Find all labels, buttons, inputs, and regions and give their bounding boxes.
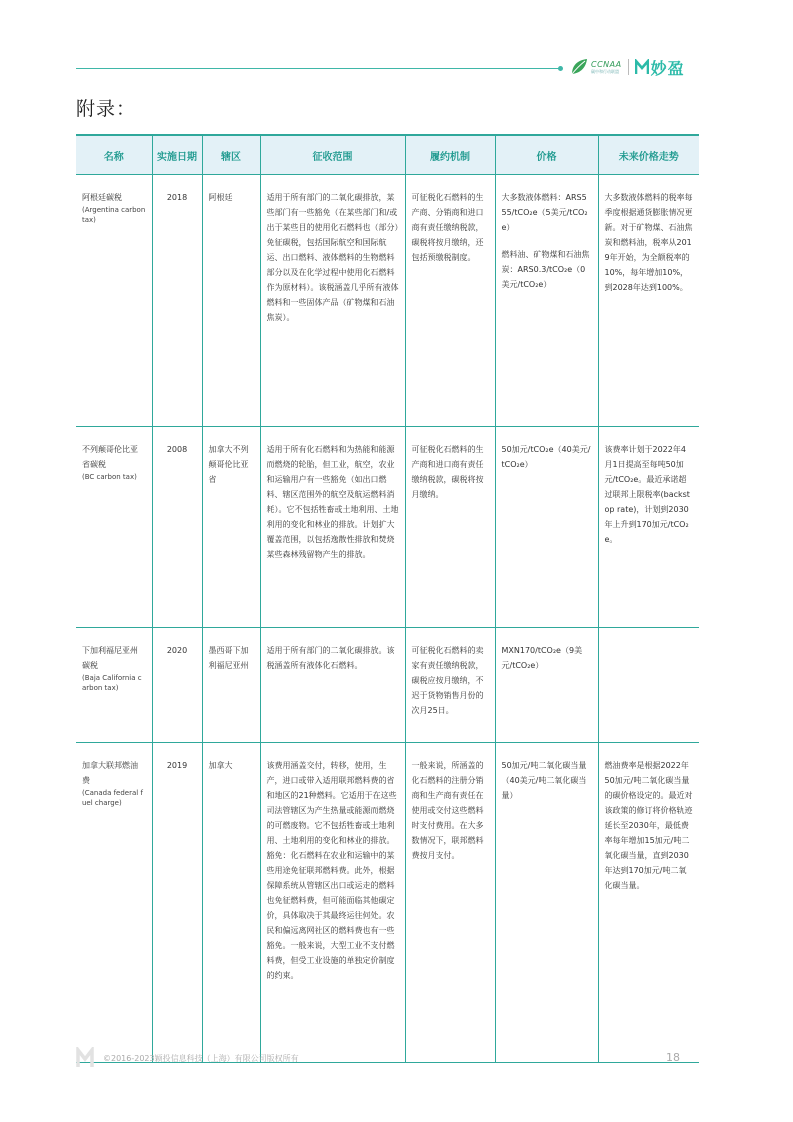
footer-copyright: ©2016-2023颖投信息科技（上海）有限公司版权所有 <box>103 1054 299 1063</box>
table-row <box>76 743 699 1063</box>
page-title: 附录： <box>76 98 137 120</box>
cell-compliance: 可征税化石燃料的卖家有责任缴纳税款，碳税应按月缴纳，不迟于货物销售月份的次月25日。 <box>405 628 495 743</box>
cell-name <box>76 175 152 427</box>
price-item: MXN170/tCO₂e（9美元/tCO₂e） <box>501 646 583 670</box>
column-header-trend: 未来价格走势 <box>598 135 699 175</box>
tax-name-en: (Argentina carbon tax) <box>82 206 146 224</box>
column-header-name: 名称 <box>76 135 152 175</box>
miaoying-m-icon <box>635 59 649 75</box>
cell-scope: 该费用涵盖交付，转移，使用，生产，进口或带入适用联邦燃料费的省和地区的21种燃料。它适用于在这些司法管辖区为产生热量或能源而燃烧的可燃废物。它不包括牲畜或土地利用、土地利用的变化和林业的排放。豁免：化石燃料在农业和运输中的某些用途免征联邦燃料费。此外，根据保障系统从管辖区出口或运走的燃料也免征燃料费，但可能面临其他碳定价，具体取决于其最终运往何处。农民和偏远离网社区的燃料费也有一些豁免。一般来说，大型工业不支付燃料费，但受工业设施的单独定价制度的约束。 <box>260 743 405 1063</box>
cell-date: 2018 <box>152 175 202 427</box>
ccnaa-logo-text: CCNAA <box>591 59 622 69</box>
table-row <box>76 427 699 628</box>
table-row <box>76 628 699 743</box>
cell-scope: 适用于所有部门的二氧化碳排放。该税涵盖所有液体化石燃料。 <box>260 628 405 743</box>
cell-scope: 适用于所有化石燃料和为热能和能源而燃烧的轮胎，但工业，航空，农业和运输用户有一些豁免（如出口燃料、辖区范围外的航空及航运燃料消耗）。它不包括牲畜或土地利用、土地利用的变化和林业的排放。计划扩大覆盖范围，以包括逸散性排放和焚烧某些森林残留物产生的排放。 <box>260 427 405 628</box>
tax-name: 下加利福尼亚州碳税 <box>82 646 138 670</box>
cell-name <box>76 743 152 1063</box>
footer-m-logo-icon <box>76 1047 94 1069</box>
cell-trend: 大多数液体燃料的税率每季度根据通货膨胀情况更新。对于矿物煤、石油焦炭和燃料油，税率从2019年开始，为全额税率的10%，每年增加10%，到2028年达到100%。 <box>598 175 699 427</box>
tax-name-en: (Baja California carbon tax) <box>82 674 142 692</box>
cell-price <box>495 427 598 628</box>
cell-trend: 燃油费率是根据2022年50加元/吨二氧化碳当量的碳价格设定的。最近对该政策的修订将价格轨迹延长至2030年，最低费率每年增加15加元/吨二氧化碳当量，直到2030年达到170加元/吨二氧化碳当量。 <box>598 743 699 1063</box>
cell-price <box>495 743 598 1063</box>
cell-region: 墨西哥下加利福尼亚州 <box>202 628 260 743</box>
cell-name <box>76 628 152 743</box>
cell-price <box>495 628 598 743</box>
cell-date: 2019 <box>152 743 202 1063</box>
brand-name: 妙盈 <box>650 58 685 78</box>
header-rule-dot <box>558 66 563 71</box>
cell-scope: 适用于所有部门的二氧化碳排放，某些部门有一些豁免（在某些部门和/或出于某些目的使用化石燃料也（部分）免征碳税，包括国际航空和国际航运、出口燃料、液体燃料的生物燃料部分以及在化学过程中使用化石燃料作为原材料）。该税涵盖几乎所有液体燃料和一些固体产品（矿物煤和石油焦炭）。 <box>260 175 405 427</box>
page-number: 18 <box>666 1051 680 1064</box>
tax-name: 不列颠哥伦比亚省碳税 <box>82 445 138 469</box>
cell-region: 加拿大不列颠哥伦比亚省 <box>202 427 260 628</box>
cell-date: 2008 <box>152 427 202 628</box>
cell-region: 加拿大 <box>202 743 260 1063</box>
tax-name-en: (Canada federal fuel charge) <box>82 789 143 807</box>
cell-compliance: 可征税化石燃料的生产商、分销商和进口商有责任缴纳税款，碳税将按月缴纳，还包括预缴税制度。 <box>405 175 495 427</box>
ccnaa-leaf-icon <box>569 57 589 77</box>
tax-name: 加拿大联邦燃油费 <box>82 761 138 785</box>
price-item: 50加元/tCO₂e（40美元/tCO₂e） <box>501 445 591 469</box>
tax-name-en: (BC carbon tax) <box>82 473 137 481</box>
carbon-tax-table <box>76 134 699 1063</box>
price-gap <box>502 235 592 247</box>
table-header-row <box>76 135 699 175</box>
column-header-compliance: 履约机制 <box>405 135 495 175</box>
column-header-scope: 征收范围 <box>260 135 405 175</box>
cell-date: 2020 <box>152 628 202 743</box>
price-item: 大多数液体燃料：ARS555/tCO₂e（5美元/tCO₂e） <box>501 193 588 232</box>
cell-region: 阿根廷 <box>202 175 260 427</box>
cell-compliance: 一般来说，所涵盖的化石燃料的注册分销商和生产商有责任在使用或交付这些燃料时支付费用。在大多数情况下，联邦燃料费按月支付。 <box>405 743 495 1063</box>
cell-compliance: 可征税化石燃料的生产商和进口商有责任缴纳税款，碳税将按月缴纳。 <box>405 427 495 628</box>
tax-name: 阿根廷碳税 <box>82 193 122 202</box>
cell-trend <box>598 628 699 743</box>
ccnaa-logo <box>591 61 622 74</box>
price-item: 燃料油、矿物煤和石油焦炭：ARS0.3/tCO₂e（0美元/tCO₂e） <box>501 250 590 289</box>
price-item: 50加元/吨二氧化碳当量（40美元/吨二氧化碳当量） <box>501 761 587 800</box>
table-row <box>76 175 699 427</box>
header-rule <box>76 68 560 69</box>
header-logos <box>569 54 685 80</box>
logo-divider <box>628 59 629 75</box>
ccnaa-logo-subtext: 碳中和行动联盟 <box>591 68 619 74</box>
cell-name <box>76 427 152 628</box>
column-header-date: 实施日期 <box>152 135 202 175</box>
cell-trend: 该费率计划于2022年4月1日提高至每吨50加元/tCO₂e。最近承诺超过联邦上限税率(backstop rate)，计划到2030年上升到170加元/tCO₂e。 <box>598 427 699 628</box>
cell-price <box>495 175 598 427</box>
column-header-price: 价格 <box>495 135 598 175</box>
column-header-region: 辖区 <box>202 135 260 175</box>
